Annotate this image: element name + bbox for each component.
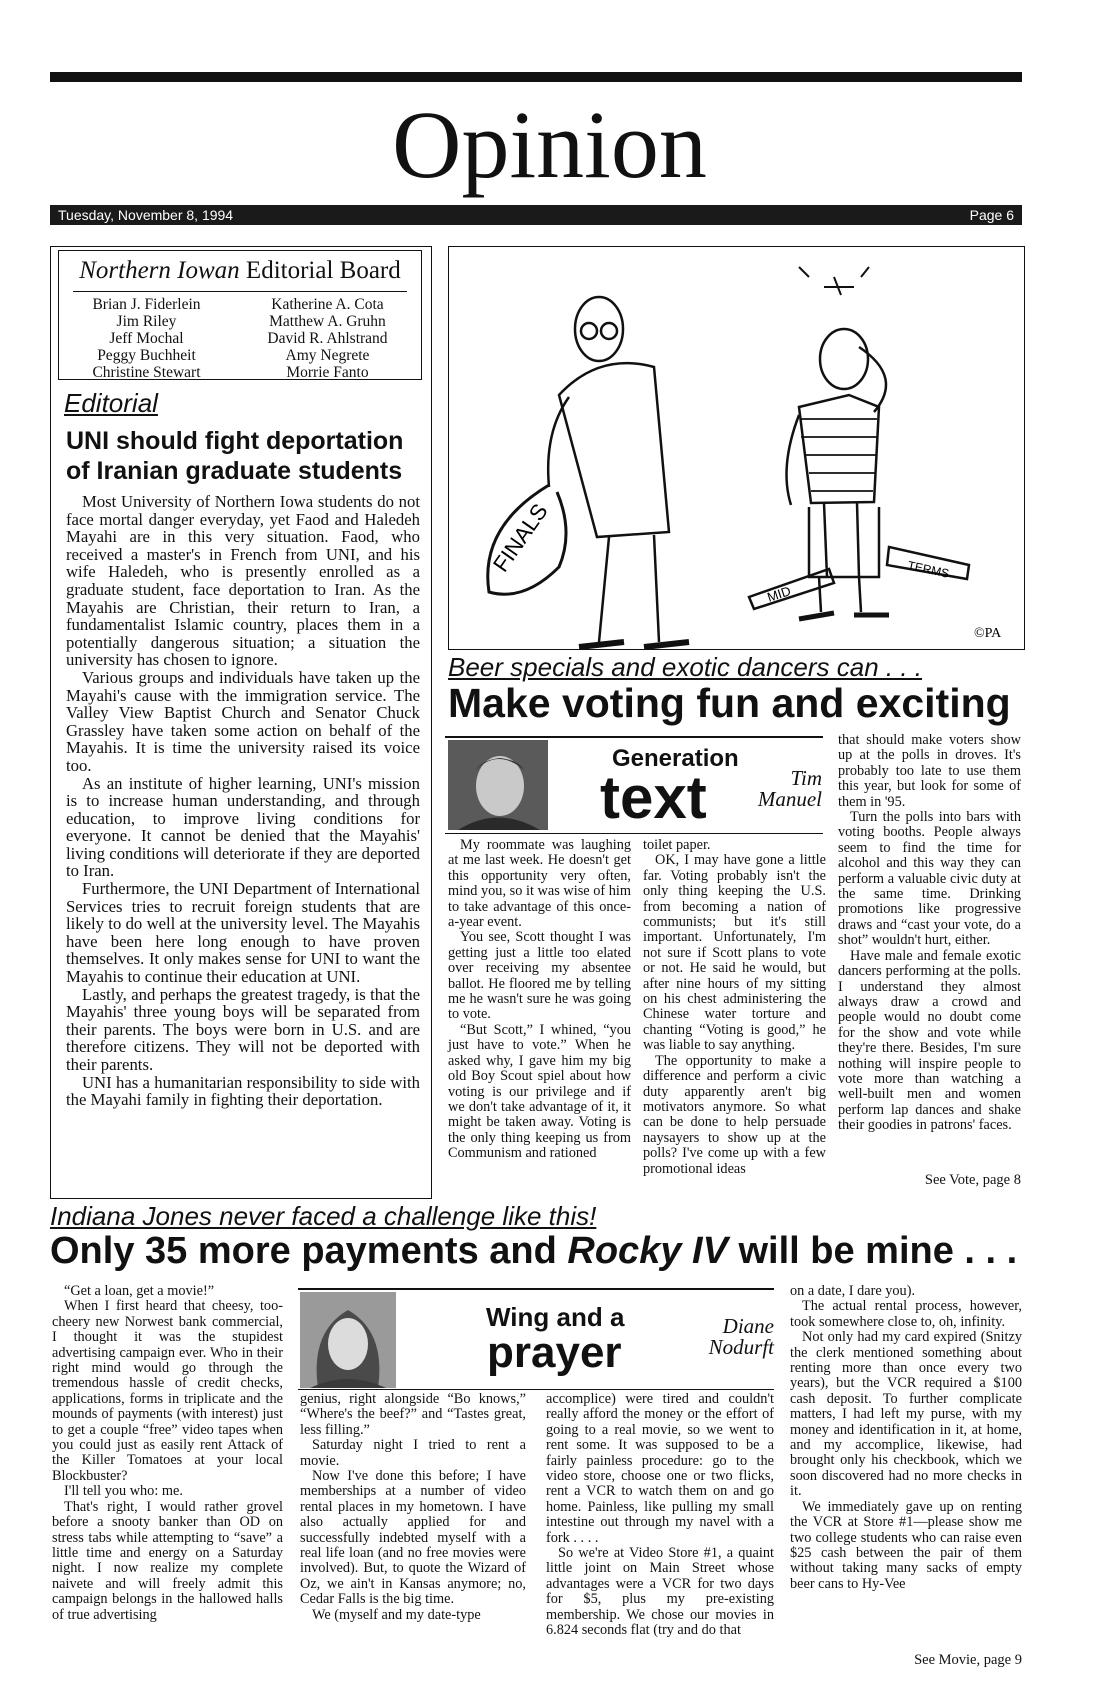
paragraph: I'll tell you who: me. [64, 1483, 183, 1500]
editorial-body [66, 493, 420, 1109]
movie-jump-link[interactable]: See Movie, page 9 [914, 1652, 1022, 1668]
page-title: Opinion [392, 91, 707, 198]
author-photo-image [300, 1292, 396, 1388]
paragraph: “But Scott,” I whined, “you just have to vote.” When he asked why, I gave him my big old Boy Scout spiel about how voting is our privilege and if we don't take advantage of it, it might be taken away. Voting is the only thing keeping us from Communism and rationed [448, 1021, 631, 1162]
man-torso [559, 363, 669, 537]
author-last: Nodurft [708, 1335, 774, 1359]
paragraph: accomplice) were tired and couldn't really afford the money or the effort of going to a real movie, so we went to rent some. It was supposed to be a fairly painless procedure: go to the video store, choose one or two flicks, rent a VCR to watch them on and go home. Painless, like pulling my small intestine out through my navel with a fork . . . . [546, 1391, 774, 1546]
column-rule [298, 1389, 774, 1390]
man-arm [548, 397, 569, 487]
board-member: Brian J. Fiderlein [92, 296, 201, 313]
paragraph: on a date, I dare you). [790, 1283, 916, 1299]
glasses-right [601, 323, 617, 339]
column-rule [445, 833, 823, 834]
paragraph: Most University of Northern Iowa students do not face mortal danger everyday, yet Faod and Haledeh Mayahi are in this very situation. Faod, who received a master's in French from UNI, and his wife Haledeh, who is presently enrolled as a graduate student, face deportation to Iran. As the Mayahis are Christian, their return to Iran, a fundamentalist Islamic country, places them in a potentially dangerous situation; a situation the university has chosen to ignore. [66, 492, 420, 670]
paragraph: toilet paper. [643, 837, 711, 853]
board-list-right [267, 296, 387, 381]
movie-headline [50, 1230, 1050, 1273]
board-member: Jeff Mochal [109, 330, 184, 347]
column-title: Wing and a [486, 1302, 625, 1332]
paragraph: Lastly, and perhaps the greatest tragedy, is that the Mayahis' three young boys will be separated from their parents. The boys were born in U.S. and are therefore citizens. They will not be deported with their parents. [66, 984, 420, 1074]
author-photo [448, 740, 548, 830]
bat-label: MID [765, 583, 793, 605]
movie-col-2 [300, 1392, 526, 1623]
cartoon-drawing [449, 247, 1024, 649]
club-label: FINALS [488, 498, 553, 577]
paragraph: You see, Scott thought I was getting just a little too elated over receiving my absentee ballot. He floored me by telling me he wasn't sure he was going to vote. [448, 929, 631, 1023]
column-rule [298, 1288, 774, 1290]
student-shirt [799, 395, 879, 503]
paragraph: So we're at Video Store #1, a quaint little joint on Main Street whose advantages were a VCR for two days for $5, plus my pre-existing membership. We chose our movies in 6.824 seconds flat (try and do that [546, 1545, 774, 1639]
paragraph: My roommate was laughing at me last week. He doesn't get this opportunity very often, mind you, so it was wise of him to take advantage of this once-a-year event. [448, 837, 631, 931]
paragraph: We (myself and my date-type [312, 1606, 481, 1623]
board-member: Katherine A. Cota [271, 296, 384, 313]
paragraph: that should make voters show up at the polls in droves. It's probably too late to use them this year, but look for some of them in '95. [838, 732, 1021, 810]
paragraph: That's right, I would rather grovel before a snooty banker than OD on stress tabs while attempting to “save” a little time and energy on a Saturday night. I now realize my complete naivete and will freely admit this campaign belongs in the hallowed halls of true advertising [52, 1498, 283, 1623]
column-rule [445, 736, 823, 738]
terms-label: TERMS [906, 558, 951, 581]
paragraph: Not only had my card expired (Snitzy the clerk mentioned something about renting more than once every two years), but the VCR required a $100 cash deposit. To further complicate matters, I had left my purse, with my money and identification in it, at home, and my accomplice, likewise, had brought only his checkbook, which we soon discovered had no more checks in it. [790, 1329, 1022, 1500]
paragraph: As an institute of higher learning, UNI's mission is to increase human understanding, and through education, to improve living conditions for everyone. It cannot be denied that the Mayahis' living conditions will deteriorate if they are deported to Iran. [66, 773, 420, 881]
paragraph: The opportunity to make a difference and perform a civic duty apparently aren't big motivators anymore. So what can be done to help persuade naysayers to show up at the polls? I've come up with a few promotional ideas [643, 1052, 826, 1177]
paragraph: Have male and female exotic dancers performing at the polls. I understand they almost always draw a crowd and people would no doubt come for the show and vote while they're there. Besides, I'm sure nothing will inspire people to vote more than watching a well-built men and women perform lap dances and shake their goodies in patrons' faces. [838, 947, 1021, 1134]
author-first: Diane [722, 1314, 774, 1338]
glasses-left [581, 323, 597, 339]
paragraph: genius, right alongside “Bo knows,” “Where's the beef?” and “Tastes great, less filling.” [300, 1391, 526, 1438]
editorial-cartoon [448, 246, 1025, 650]
author-photo [300, 1292, 396, 1388]
vote-headline: Make voting fun and exciting [448, 680, 1011, 726]
movie-col-1 [52, 1284, 283, 1623]
cartoon-signature: ©PA [974, 626, 1002, 641]
column-title-big: text [600, 764, 707, 831]
paper-name: Northern Iowan [79, 257, 240, 284]
author-first: Tim [790, 766, 822, 790]
student-shorts [809, 503, 879, 577]
paragraph: UNI has a humanitarian responsibility to side with the Mayahi family in fighting their deportation. [66, 1072, 420, 1110]
editorial-board [58, 250, 422, 380]
vote-col-3 [838, 733, 1021, 1134]
board-member: Matthew A. Gruhn [269, 313, 386, 330]
editorial-kicker: Editorial [64, 388, 158, 418]
paragraph: Various groups and individuals have taken up the Mayahi's cause with the immigration service. The Valley View Baptist Church and Senator Chuck Grassley have taken some action on behalf of the Mayahis. It is time the university raised its voice too. [66, 667, 420, 775]
column-title: Generation [612, 745, 739, 772]
board-member: Christine Stewart [92, 364, 201, 381]
author-last: Manuel [757, 787, 822, 811]
top-rule [50, 72, 1022, 82]
paragraph: The actual rental process, however, took somewhere close to, oh, infinity. [790, 1298, 1022, 1330]
student-arm-left [787, 415, 800, 505]
student-head [820, 329, 868, 389]
headline-part: Only 35 more payments and [50, 1230, 568, 1272]
paragraph: We immediately gave up on renting the VCR at Store #1—please show me two college students who can raise even $25 cash between the pair of them without taking many sacks of empty beer cans to Hy-Vee [790, 1498, 1022, 1592]
date-bar [50, 205, 1022, 225]
paragraph: Furthermore, the UNI Department of International Services tries to recruit foreign students that are likely to do well at the university level. The Mayahis have been here long enough to have proven themselves. It only makes sense for UNI to want the Mayahis to continue their education at UNI. [66, 879, 420, 987]
board-title [59, 257, 421, 285]
paragraph: Saturday night I tried to rent a movie. [300, 1437, 526, 1469]
paragraph: Turn the polls into bars with voting booths. People always seem to find the time for alcohol and this way they can perform a valuable civic duty at the same time. Drinking promotions like progressive draws and “cast your vote, do a shot” wouldn't hurt, either. [838, 809, 1021, 949]
byline [730, 768, 822, 810]
column-title-big: prayer [487, 1328, 622, 1377]
board-member: Morrie Fanto [286, 364, 369, 381]
movie-col-3 [546, 1392, 774, 1639]
board-title-text: Editorial Board [245, 257, 401, 284]
student-legs [819, 577, 861, 612]
byline [670, 1316, 774, 1358]
vote-col-1 [448, 838, 631, 1162]
man-legs [599, 535, 659, 642]
paragraph: “Get a loan, get a movie!” [64, 1283, 215, 1299]
board-member: Jim Riley [116, 313, 177, 330]
vote-jump-link[interactable]: See Vote, page 8 [924, 1172, 1021, 1188]
headline-part: will be mine . . . [727, 1230, 1018, 1272]
paragraph: Now I've done this before; I have memberships at a number of video rental places in my hometown. I have also actually applied for and successfully indebted myself with a real life loan (and no free movies were involved). But, to quote the Wizard of Oz, we ain't in Kansas anymore; no, Cedar Falls is the big time. [300, 1468, 526, 1608]
headline-title: Rocky IV [567, 1230, 728, 1272]
board-member: David R. Ahlstrand [267, 330, 388, 347]
editorial-headline: UNI should fight deportation of Iranian graduate students [66, 427, 404, 485]
issue-date: Tuesday, November 8, 1994 [58, 207, 234, 223]
movie-col-4 [790, 1284, 1022, 1592]
board-members [59, 296, 421, 381]
vote-col-2 [643, 838, 826, 1177]
paragraph: OK, I may have gone a little far. Voting probably isn't the only thing keeping the U.S. from becoming a nation of communists; but it's still important. Unfortunately, I'm not sure if Scott plans to vote or not. He said he would, but after nine hours of my sitting on his chest administering the Chinese water torture and chanting “Voting is good,” he was liable to say anything. [643, 852, 826, 1054]
author-photo-image [448, 740, 548, 830]
vote-kicker: Beer specials and exotic dancers can . . . [448, 652, 923, 682]
board-rule [73, 291, 407, 292]
board-list-left [92, 296, 200, 381]
movie-kicker: Indiana Jones never faced a challenge like this! [50, 1201, 597, 1231]
board-member: Peggy Buchheit [97, 347, 196, 364]
paragraph: When I first heard that cheesy, too-cheery new Norwest bank commercial, I thought it was the stupidest advertising campaign ever. Who in their right mind would go through the tremendous hassle of credit checks, applications, forms in triplicate and the mounds of payments (with interest) just to get a couple “free” video tapes when you could just as easily rent Attack of the Killer Tomatoes at your local Blockbuster? [52, 1298, 283, 1484]
board-member: Amy Negrete [285, 347, 370, 364]
page-number: Page 6 [969, 207, 1014, 223]
